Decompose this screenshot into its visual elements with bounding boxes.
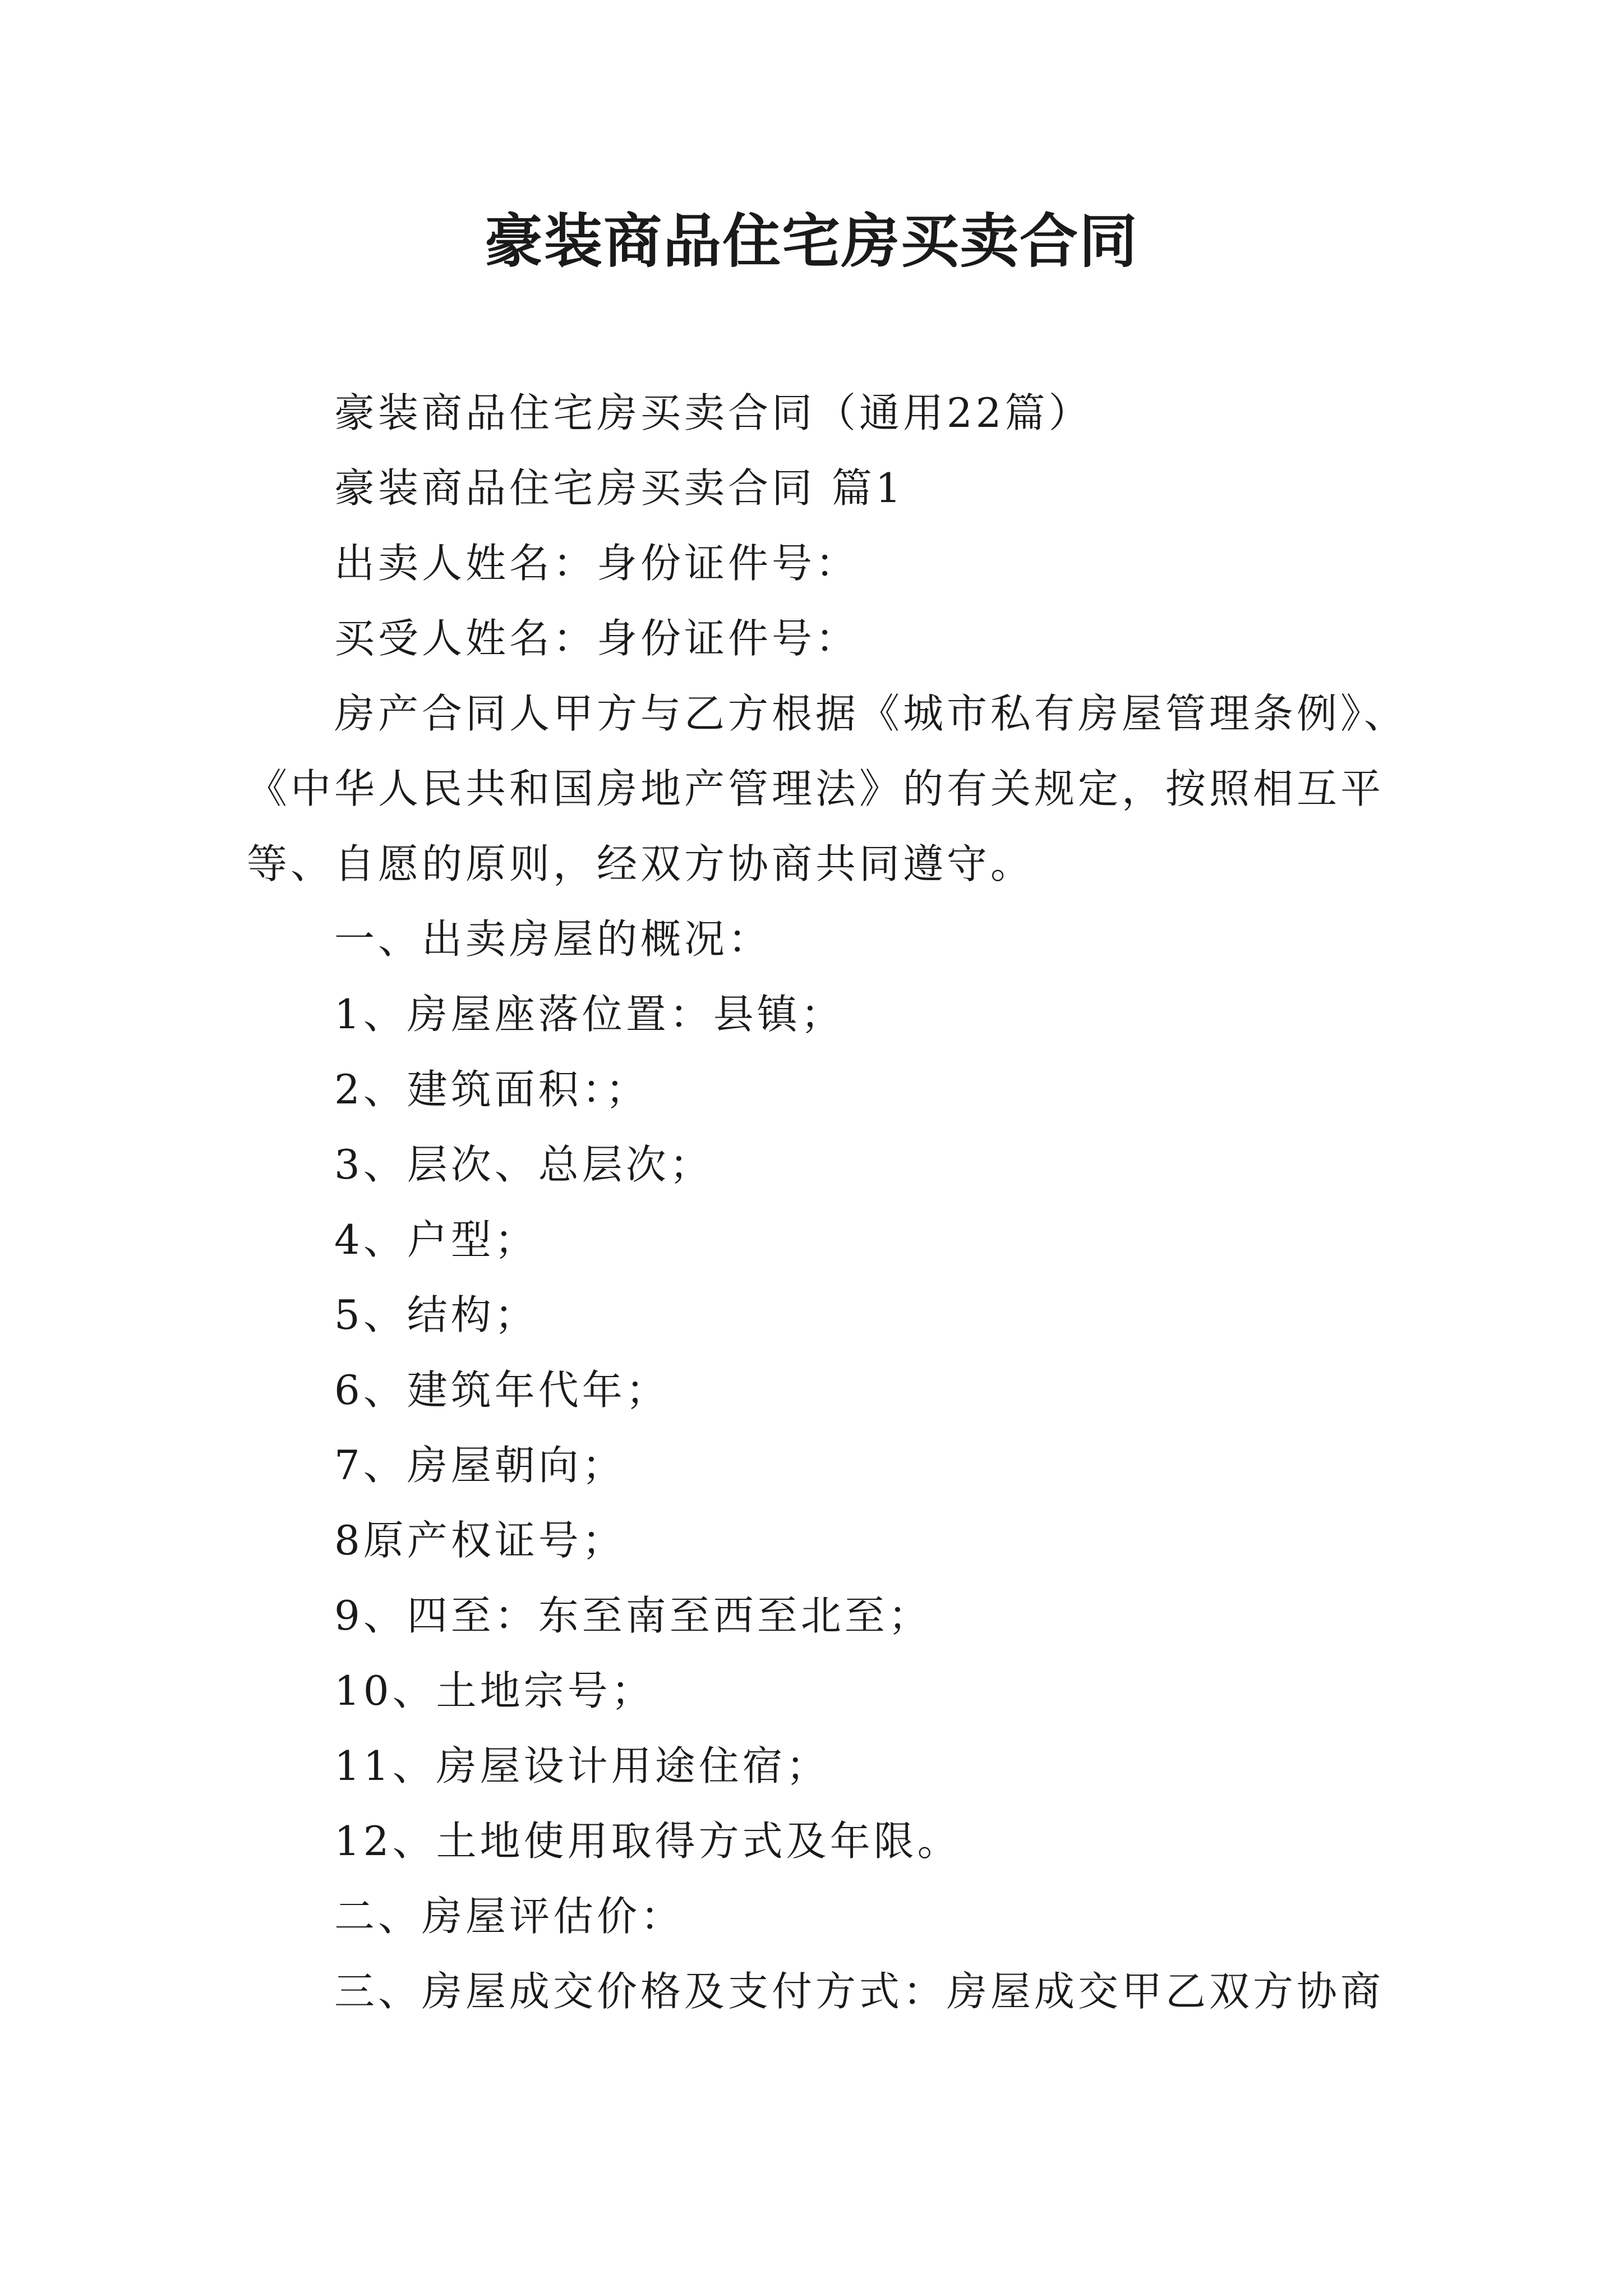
- list-item: 12、土地使用取得方式及年限。: [334, 1818, 961, 1865]
- list-item: 9、四至：东至南至西至北至；: [334, 1592, 932, 1639]
- list-item: 5、结构；: [334, 1291, 538, 1338]
- document-subtitle: 豪装商品住宅房买卖合同（通用22篇）: [334, 389, 1092, 436]
- list-item: 4、户型；: [334, 1216, 538, 1263]
- buyer-line: 买受人姓名：身份证件号：: [334, 615, 860, 662]
- list-item: 11、房屋设计用途住宿；: [334, 1742, 830, 1789]
- section-heading: 豪装商品住宅房买卖合同 篇1: [334, 464, 905, 512]
- clause-heading: 一、出卖房屋的概况：: [334, 915, 772, 963]
- paragraph-line: 《中华人民共和国房地产管理法》的有关规定，按照相互平: [247, 765, 1385, 812]
- list-item: 8原产权证号；: [334, 1517, 626, 1564]
- clause-heading: 二、房屋评估价：: [334, 1893, 685, 1940]
- list-item: 3、层次、总层次；: [334, 1141, 713, 1188]
- document-title: 豪装商品住宅房买卖合同: [484, 207, 1138, 275]
- list-item: 6、建筑年代年；: [334, 1366, 670, 1414]
- clause-heading: 三、房屋成交价格及支付方式：房屋成交甲乙双方协商: [334, 1968, 1385, 2015]
- paragraph-line: 等、自愿的原则，经双方协商共同遵守。: [247, 840, 1035, 887]
- list-item: 7、房屋朝向；: [334, 1442, 626, 1489]
- list-item: 10、土地宗号；: [334, 1667, 655, 1714]
- list-item: 2、建筑面积：；: [334, 1066, 649, 1113]
- paragraph-line: 房产合同人甲方与乙方根据《城市私有房屋管理条例》、: [334, 690, 1408, 737]
- list-item: 1、房屋座落位置：县镇；: [334, 991, 845, 1038]
- seller-line: 出卖人姓名：身份证件号：: [334, 540, 860, 587]
